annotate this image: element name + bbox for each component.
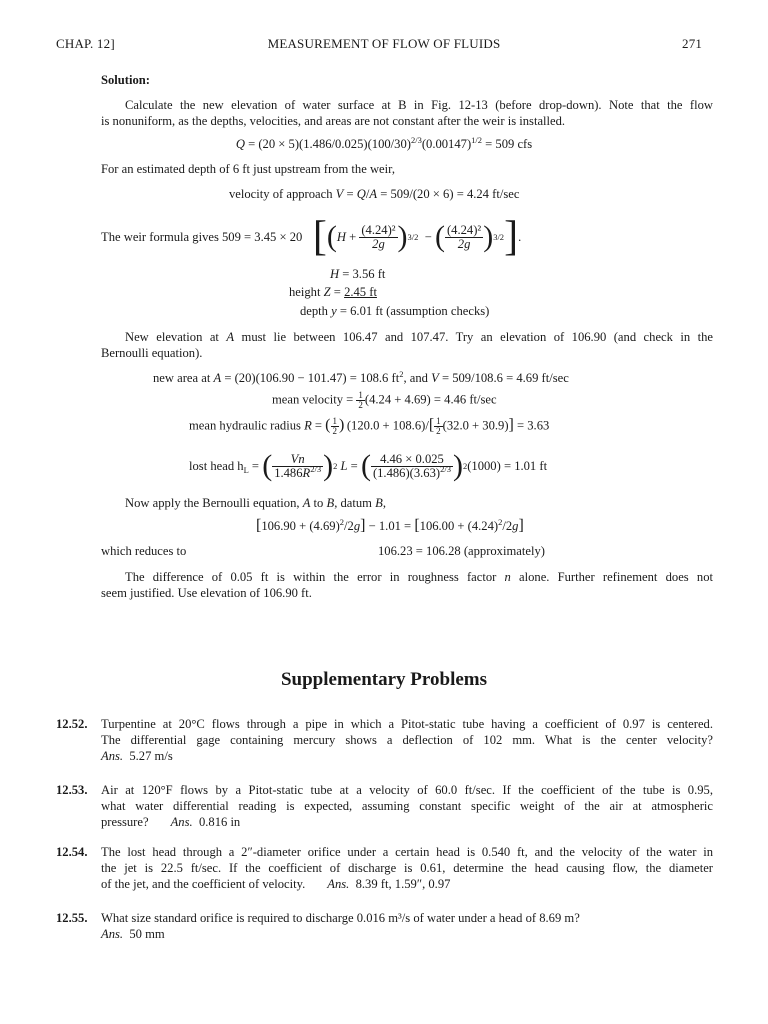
problem-number: 12.52. [56,717,88,731]
problem-text: The lost head through a 2″-diameter orifice under a certain head is 0.540 ft, and the velocity of the water in the jet is 22.5 ft/sec. If the coefficient of discharge is 0.61, determine the head causing flow, the diameter of the jet, and the coefficient of velocity. Ans. 8.39 ft, 1.59″, 0.97 [101,845,713,891]
page-number: 271 [682,36,703,51]
depth-intro: For an estimated depth of 6 ft just upstream from the weir, [101,162,395,176]
problem-number: 12.54. [56,845,88,859]
problem-number: 12.55. [56,911,88,925]
equation-new-area: new area at A = (20)(106.90 − 101.47) = 108.6 $ft^2$, and V = 509/108.6 = 4.69 ft/sec [153,369,569,385]
result-y: depth y = 6.01 ft (assumption checks) [300,304,490,318]
bernoulli-intro: Now apply the Bernoulli equation, A to B, datum B, [125,496,386,510]
elevation-line-2: Bernoulli equation). [101,346,203,360]
problem-number: 12.53. [56,783,88,797]
weir-term-numerator: (4.24)² [361,222,396,237]
equation-discharge: $Q = (20 \times 5)(1.486/0.025)(100/30)^{2/3}(0.00147)^{1/2} = 509$ cfs [235,135,533,151]
problem-text: Turpentine at 20°C flows through a pipe in which a Pitot-static tube having a coefficient of 0.97 is centered. The differential gage containing mercury shows a deflection of 102 mm. What is the center velocity? Ans. 5.27 m/s [101,717,713,763]
reduces-label: which reduces to [101,544,187,558]
chapter-label: CHAP. 12] [56,36,115,51]
solution-label: Solution: [101,73,150,87]
running-title: MEASUREMENT OF FLOW OF FLUIDS [267,36,501,51]
equation-mean-velocity: mean velocity = $\frac{1}{2}$ (4.24 + 4.69) = 4.46 ft/sec [272,390,497,410]
problem-text: Air at 120°F flows by a Pitot-static tube at a velocity of 60.0 ft/sec. If the coefficient of the tube is 0.95, what water differential reading is expected, assuming constant specific weight of the air at atmospheric pressure? Ans. 0.816 in [101,783,713,829]
intro-line-2: is nonuniform, as the depths, velocities, and areas are not constant after the weir is installed. [101,114,566,128]
weir-prefix: The weir formula gives 509 = 3.45 × 20 [101,230,303,244]
result-Z: height Z = 2.45 ft [289,285,377,299]
intro-line-1: Calculate the new elevation of water surface at B in Fig. 12-13 (before drop-down). Note that the flow [125,98,713,112]
problem-text: What size standard orifice is required to discharge 0.016 m³/s of water under a head of 8.69 m? Ans. 50 mm [101,911,580,941]
difference-line-2: seem justified. Use elevation of 106.90 ft. [101,586,312,600]
bernoulli-equation: $[106.90 + (4.69)^2/2g] - 1.01 = [106.00 + (4.24)^2/2g]$ [256,517,524,534]
supplementary-heading: Supplementary Problems [280,669,487,690]
weir-formula: The weir formula gives 509 = 3.45 × 20 [ ( H + $\frac{\text{(4.24)²}}{2g}$ ) 3/2 − ( $\frac{\text{(4.24)²}}{2g}$ ) 3/2 ] . [101,214,522,260]
equation-mean-radius: mean hydraulic radius R = ( $\frac{1}{2}$ ) (120.0 + 108.6)/[ $\frac{1}{2}$ (32.0 + 30.9)] = 3.63 [189,416,550,436]
reduces-equation: 106.23 = 106.28 (approximately) [378,544,545,558]
equation-velocity-approach: velocity of approach V = Q/A = 509/(20 × 6) = 4.24 ft/sec [229,187,520,201]
elevation-line-1: New elevation at A must lie between 106.47 and 107.47. Try an elevation of 106.90 (and check in the [125,330,713,344]
result-H: H = 3.56 ft [330,267,386,281]
difference-line-1: The difference of 0.05 ft is within the error in roughness factor n alone. Further refinement does not [125,570,713,584]
equation-lost-head: lost head $h_L$ = ( $\frac{Vn}{1.486R^{2/3}}$ ) 2 L = ( $\frac{4.46 \times 0.025}{(1.486)(3.63)^{2/3}}$ ) 2 (1000) = 1.01 ft [189,449,548,482]
